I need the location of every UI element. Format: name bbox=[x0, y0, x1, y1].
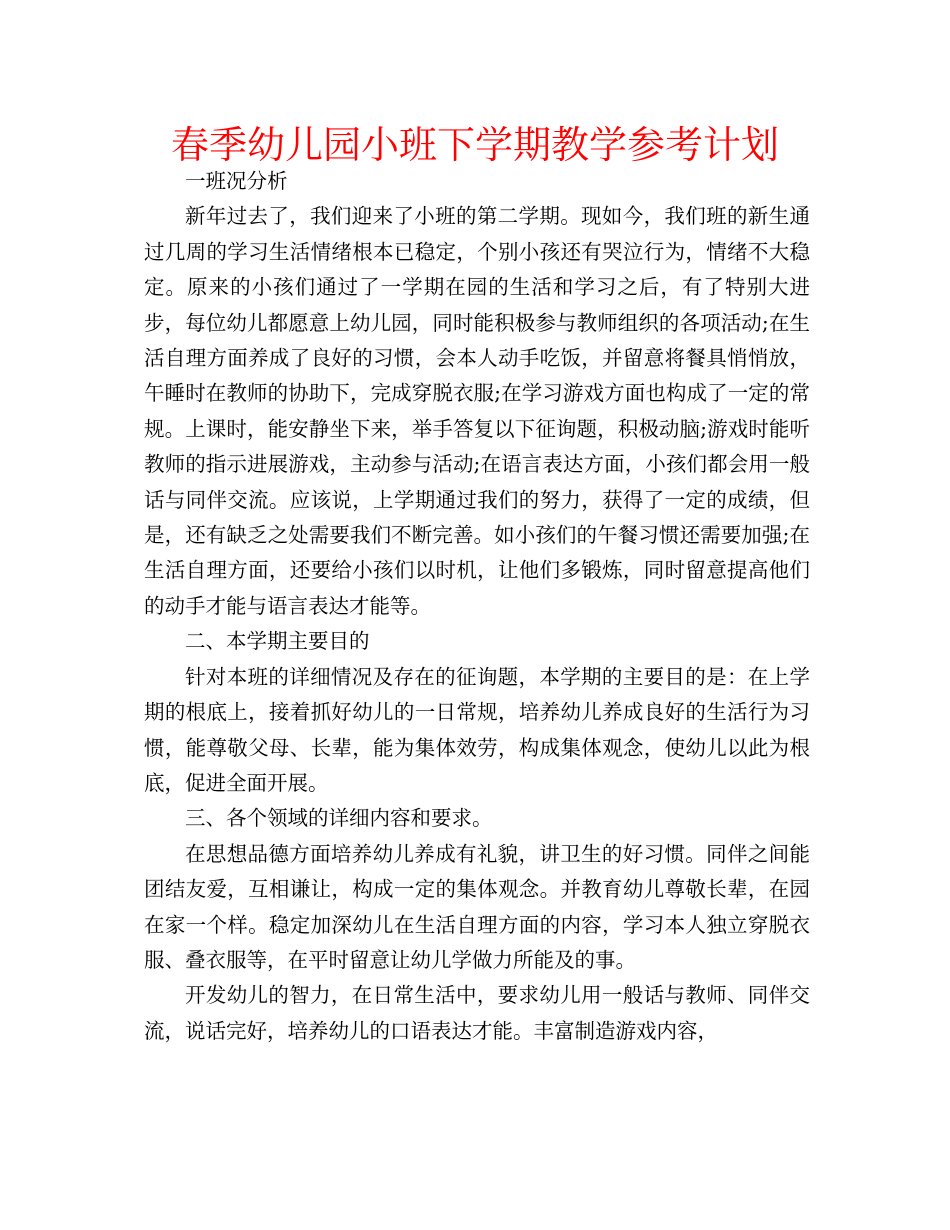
section-heading-situation-analysis: 一班况分析 bbox=[185, 169, 288, 193]
paragraph-situation-analysis: 新年过去了，我们迎来了小班的第二学期。现如今，我们班的新生通过几周的学习生活情绪根本已稳定，个别小孩还有哭泣行为，情绪不大稳定。原来的小孩们通过了一学期在园的生活和学习之后，有了特别大进步，每位幼儿都愿意上幼儿园，同时能积极参与教师组织的各项活动;在生活自理方面养成了良好的习惯，会本人动手吃饭，并留意将餐具悄悄放，午睡时在教师的协助下，完成穿脱衣服;在学习游戏方面也构成了一定的常规。上课时，能安静坐下来，举手答复以下征询题，积极动脑;游戏时能听教师的指示进展游戏，主动参与活动;在语言表达方面，小孩们都会用一般话与同伴交流。应该说，上学期通过我们的努力，获得了一定的成绩，但是，还有缺乏之处需要我们不断完善。如小孩们的午餐习惯还需要加强;在生活自理方面，还要给小孩们以时机，让他们多锻炼，同时留意提高他们的动手才能与语言表达才能等。 bbox=[144, 204, 810, 618]
paragraph-intellectual-development: 开发幼儿的智力，在日常生活中，要求幼儿用一般话与教师、同伴交流，说话完好，培养幼儿的口语表达才能。丰富制造游戏内容， bbox=[144, 983, 810, 1043]
document-body bbox=[144, 164, 810, 1049]
section-heading-main-goals: 二、本学期主要目的 bbox=[185, 629, 370, 654]
paragraph-moral-education: 在思想品德方面培养幼儿养成有礼貌，讲卫生的好习惯。同伴之间能团结友爱，互相谦让，构成一定的集体观念。并教育幼儿尊敬长辈，在园在家一个样。稳定加深幼儿在生活自理方面的内容，学习本人独立穿脱衣服、叠衣服等，在平时留意让幼儿学做力所能及的事。 bbox=[144, 841, 810, 972]
paragraph-main-goals: 针对本班的详细情况及存在的征询题，本学期的主要目的是：在上学期的根底上，接着抓好幼儿的一日常规，培养幼儿养成良好的生活行为习惯，能尊敬父母、长辈，能为集体效劳，构成集体观念，使幼儿以此为根底，促进全面开展。 bbox=[144, 664, 810, 795]
section-heading-domain-requirements: 三、各个领域的详细内容和要求。 bbox=[185, 806, 493, 831]
document-title: 春季幼儿园小班下学期教学参考计划 bbox=[170, 123, 779, 167]
